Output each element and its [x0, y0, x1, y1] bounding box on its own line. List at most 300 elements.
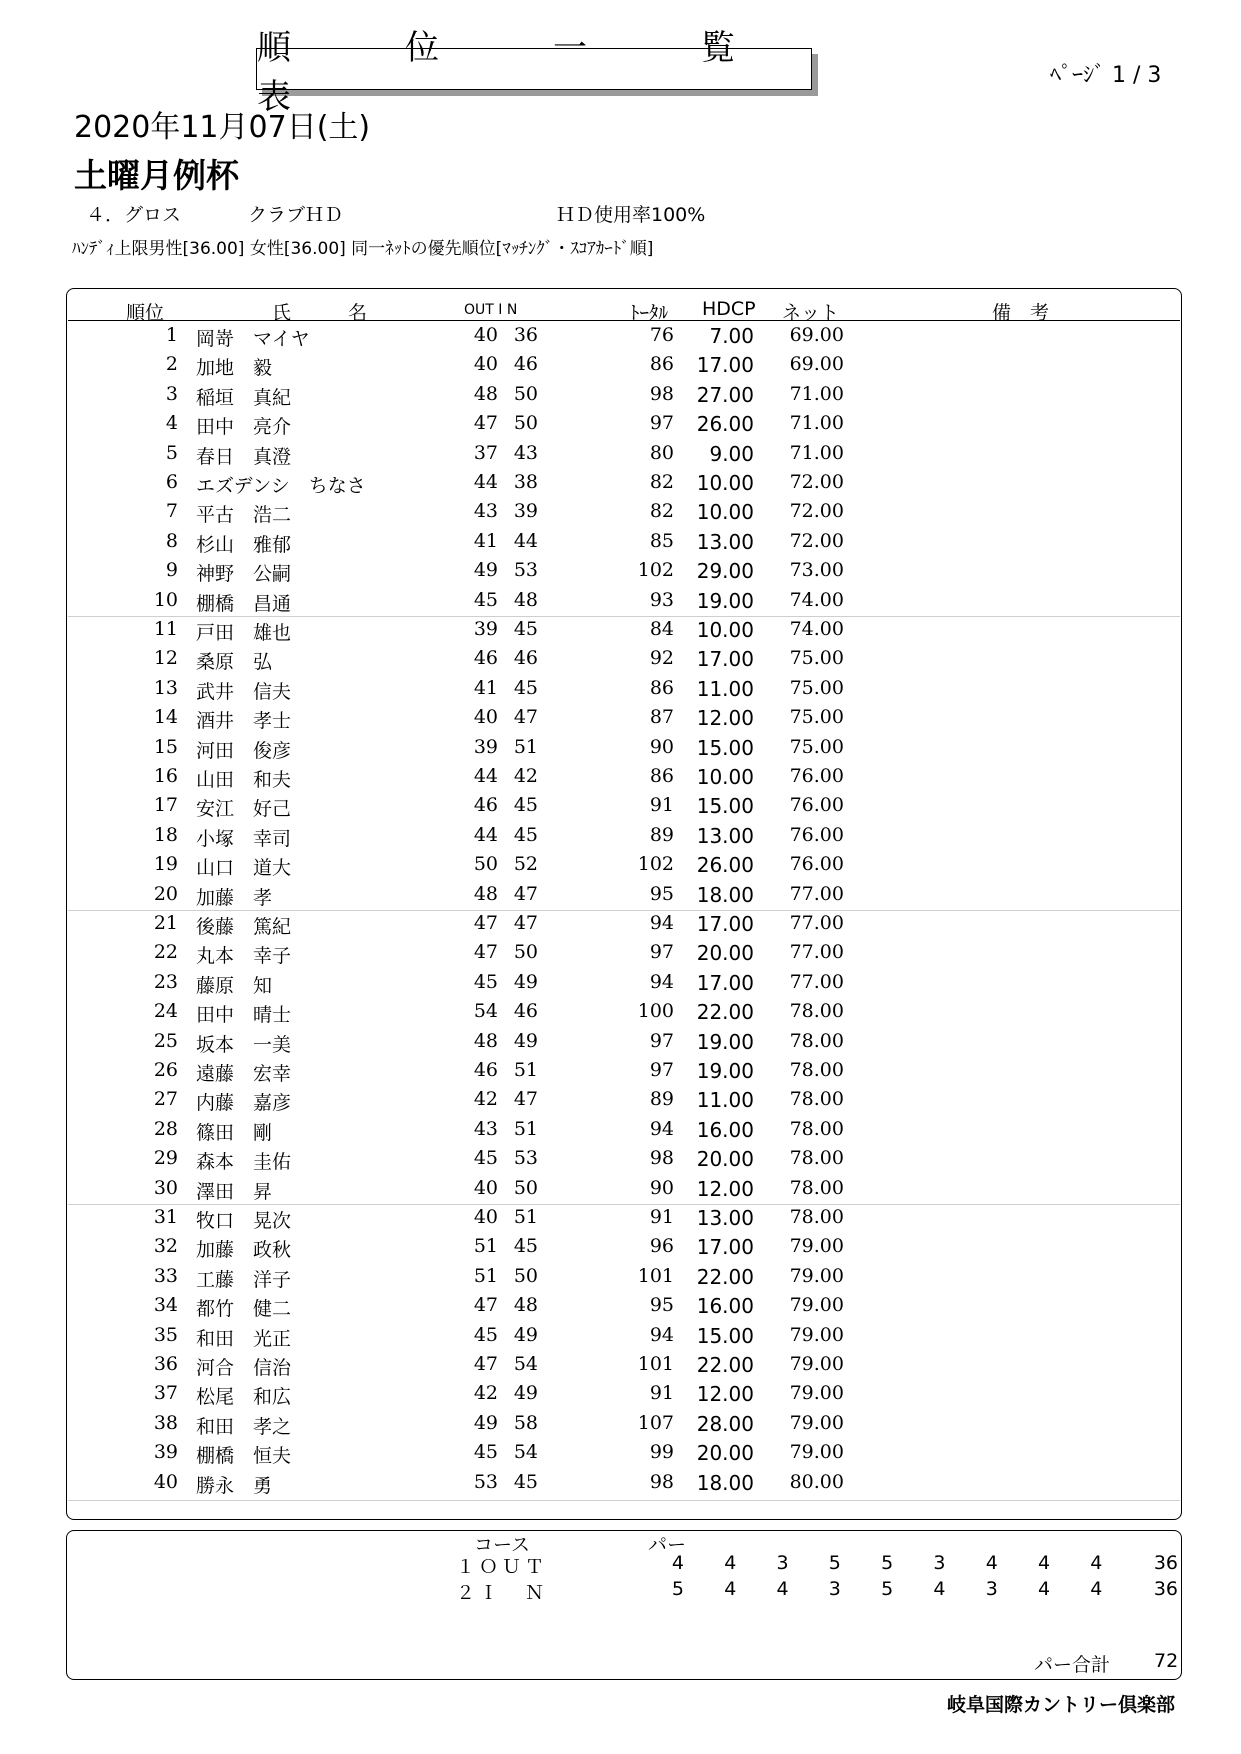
out-cell: 45 [473, 970, 498, 993]
name-cell: 小塚 幸司 [196, 827, 292, 850]
total-cell: 86 [649, 765, 674, 787]
net-cell: 72.00 [789, 500, 844, 523]
rank-cell: 29 [153, 1147, 178, 1170]
hdcp-cell: 15.00 [696, 794, 754, 819]
net-cell: 75.00 [789, 735, 844, 758]
table-row [0, 322, 1241, 351]
in-cell: 58 [513, 1411, 538, 1434]
total-cell: 90 [649, 735, 674, 758]
in-cell: 47 [513, 912, 538, 934]
total-cell: 85 [649, 529, 674, 552]
page-number: ﾍﾟｰｼﾞ 1 / 3 [1050, 63, 1162, 88]
table-row [0, 1380, 1241, 1409]
table-row [0, 704, 1241, 733]
net-cell: 73.00 [789, 559, 844, 582]
hole-par: 4 [671, 1552, 684, 1574]
table-row [0, 1086, 1241, 1115]
table-row [0, 1410, 1241, 1439]
total-cell: 96 [649, 1235, 674, 1258]
rank-cell: 26 [153, 1059, 178, 1081]
total-cell: 97 [649, 1059, 674, 1081]
name-cell: 田中 晴士 [196, 1004, 292, 1027]
net-cell: 74.00 [789, 618, 844, 640]
rank-cell: 39 [153, 1441, 178, 1464]
course-label: コース [474, 1534, 531, 1556]
format-label: ４．グロス [86, 204, 182, 226]
rank-cell: 14 [153, 706, 178, 729]
net-cell: 71.00 [789, 382, 844, 405]
total-cell: 93 [649, 588, 674, 611]
net-cell: 79.00 [789, 1323, 844, 1346]
rank-cell: 31 [153, 1206, 178, 1228]
hole-par: 4 [1038, 1552, 1051, 1574]
name-cell: 澤田 昇 [196, 1180, 273, 1203]
in-cell: 36 [513, 324, 538, 346]
rank-cell: 15 [153, 735, 178, 758]
hdcp-cell: 16.00 [696, 1294, 754, 1319]
rank-cell: 33 [153, 1264, 178, 1287]
table-row [0, 1351, 1241, 1380]
total-cell: 91 [649, 1382, 674, 1405]
hd-type-label: クラブＨＤ [248, 204, 344, 226]
net-cell: 71.00 [789, 412, 844, 435]
out-cell: 47 [473, 1294, 498, 1317]
hdcp-cell: 12.00 [696, 706, 754, 731]
hole-par: 3 [933, 1552, 946, 1574]
table-row [0, 1116, 1241, 1145]
total-cell: 97 [649, 1029, 674, 1052]
rank-cell: 12 [153, 647, 178, 670]
rank-cell: 37 [153, 1382, 178, 1405]
net-cell: 79.00 [789, 1441, 844, 1464]
table-row [0, 557, 1241, 586]
rank-cell: 24 [153, 1000, 178, 1023]
rank-cell: 32 [153, 1235, 178, 1258]
total-cell: 89 [649, 823, 674, 846]
col-net: ネット [782, 302, 840, 324]
table-row [0, 881, 1241, 910]
hdcp-cell: 26.00 [696, 412, 754, 437]
in-cell: 51 [513, 1117, 538, 1140]
net-cell: 78.00 [789, 1147, 844, 1170]
hole-par: 5 [828, 1552, 841, 1574]
net-cell: 78.00 [789, 1176, 844, 1199]
out-cell: 51 [473, 1264, 498, 1287]
rank-cell: 1 [165, 324, 178, 346]
rank-cell: 34 [153, 1294, 178, 1317]
total-cell: 97 [649, 412, 674, 435]
table-row [0, 1292, 1241, 1321]
net-cell: 79.00 [789, 1353, 844, 1375]
table-row [0, 734, 1241, 763]
table-row [0, 645, 1241, 674]
par-label: パー [648, 1534, 687, 1556]
header-divider [68, 320, 1180, 321]
in-cell: 49 [513, 1382, 538, 1405]
hdcp-cell: 10.00 [696, 500, 754, 525]
in-cell: 54 [513, 1441, 538, 1464]
total-cell: 94 [649, 912, 674, 934]
out-cell: 43 [473, 500, 498, 523]
in-cell: 45 [513, 794, 538, 817]
rank-cell: 20 [153, 882, 178, 905]
out-cell: 39 [473, 618, 498, 640]
name-cell: 神野 公嗣 [196, 563, 292, 586]
out-cell: 39 [473, 735, 498, 758]
table-row [0, 675, 1241, 704]
hole-par: 5 [881, 1552, 894, 1574]
total-cell: 76 [649, 324, 674, 346]
rank-cell: 23 [153, 970, 178, 993]
in-cell: 45 [513, 1235, 538, 1258]
in-cell: 52 [513, 853, 538, 876]
rank-cell: 38 [153, 1411, 178, 1434]
name-cell: 山田 和夫 [196, 769, 292, 791]
rank-cell: 36 [153, 1353, 178, 1375]
in-cell: 42 [513, 765, 538, 787]
table-row [0, 587, 1241, 616]
in-cell: 49 [513, 970, 538, 993]
title-box [256, 28, 849, 117]
name-cell: エズデンシ ちなさ [196, 475, 366, 497]
in-cell: 53 [513, 559, 538, 582]
rank-cell: 17 [153, 794, 178, 817]
total-cell: 80 [649, 441, 674, 464]
name-cell: 杉山 雅郁 [196, 533, 292, 556]
net-cell: 77.00 [789, 882, 844, 905]
rank-cell: 28 [153, 1117, 178, 1140]
hdcp-cell: 18.00 [696, 882, 754, 907]
total-cell: 101 [637, 1353, 674, 1375]
rank-cell: 3 [165, 382, 178, 405]
name-cell: 坂本 一美 [196, 1033, 292, 1056]
hole-par: 4 [724, 1552, 737, 1574]
table-row [0, 1322, 1241, 1351]
name-cell: 酒井 孝士 [196, 710, 292, 733]
hdcp-cell: 19.00 [696, 588, 754, 613]
hole-par: 4 [933, 1578, 946, 1600]
net-cell: 78.00 [789, 1000, 844, 1023]
name-cell: 加藤 政秋 [196, 1239, 292, 1262]
in-cell: 48 [513, 588, 538, 611]
total-cell: 82 [649, 471, 674, 493]
out-cell: 41 [473, 676, 498, 699]
rank-cell: 25 [153, 1029, 178, 1052]
in-cell: 54 [513, 1353, 538, 1375]
out-cell: 40 [473, 1206, 498, 1228]
in-cell: 51 [513, 1059, 538, 1081]
table-row [0, 528, 1241, 557]
in-cell: 50 [513, 1176, 538, 1199]
hole-par: 4 [724, 1578, 737, 1600]
table-row [0, 939, 1241, 968]
hdcp-cell: 20.00 [696, 1147, 754, 1172]
in-cell: 45 [513, 676, 538, 699]
name-cell: 都竹 健二 [196, 1298, 292, 1321]
table-row [0, 1145, 1241, 1174]
net-cell: 74.00 [789, 588, 844, 611]
par-total-label: パー合計 [1034, 1654, 1111, 1676]
out-cell: 46 [473, 794, 498, 817]
table-row [0, 381, 1241, 410]
table-row [0, 1175, 1241, 1204]
hdcp-cell: 7.00 [709, 324, 754, 348]
net-cell: 78.00 [789, 1088, 844, 1111]
out-cell: 49 [473, 1411, 498, 1434]
net-cell: 79.00 [789, 1411, 844, 1434]
hdcp-cell: 13.00 [696, 1206, 754, 1230]
page-title: 順 位 一 覧 表 [257, 28, 849, 117]
total-cell: 84 [649, 618, 674, 640]
in-cell: 50 [513, 412, 538, 435]
name-cell: 棚橋 恒夫 [196, 1445, 292, 1468]
net-cell: 79.00 [789, 1382, 844, 1405]
hole-par: 5 [881, 1578, 894, 1600]
net-cell: 80.00 [789, 1470, 844, 1493]
out-cell: 46 [473, 647, 498, 670]
hdcp-cell: 13.00 [696, 529, 754, 554]
hdcp-cell: 12.00 [696, 1176, 754, 1201]
out-cell: 49 [473, 559, 498, 582]
half-par-total: 36 [1153, 1578, 1178, 1600]
name-cell: 加藤 孝 [196, 886, 273, 909]
out-cell: 47 [473, 1353, 498, 1375]
out-cell: 40 [473, 324, 498, 346]
hdcp-cell: 13.00 [696, 823, 754, 848]
table-row [0, 616, 1241, 645]
total-cell: 95 [649, 882, 674, 905]
total-cell: 90 [649, 1176, 674, 1199]
net-cell: 77.00 [789, 970, 844, 993]
net-cell: 76.00 [789, 765, 844, 787]
net-cell: 78.00 [789, 1059, 844, 1081]
rank-cell: 11 [153, 618, 178, 640]
out-cell: 40 [473, 353, 498, 376]
table-row [0, 1028, 1241, 1057]
rank-cell: 16 [153, 765, 178, 787]
hdcp-cell: 19.00 [696, 1029, 754, 1054]
in-cell: 50 [513, 382, 538, 405]
in-cell: 45 [513, 823, 538, 846]
out-cell: 45 [473, 1441, 498, 1464]
rank-cell: 4 [165, 412, 178, 435]
out-cell: 40 [473, 1176, 498, 1199]
hole-par: 3 [828, 1578, 841, 1600]
rank-cell: 7 [165, 500, 178, 523]
total-cell: 94 [649, 1117, 674, 1140]
in-cell: 48 [513, 1294, 538, 1317]
hdcp-cell: 10.00 [696, 618, 754, 642]
name-cell: 後藤 篤紀 [196, 916, 292, 938]
out-cell: 50 [473, 853, 498, 876]
out-cell: 40 [473, 706, 498, 729]
col-rank: 順位 [126, 302, 165, 324]
hdcp-cell: 19.00 [696, 1059, 754, 1083]
table-row [0, 763, 1241, 792]
total-cell: 98 [649, 1470, 674, 1493]
net-cell: 69.00 [789, 353, 844, 376]
table-row [0, 1439, 1241, 1468]
rank-cell: 27 [153, 1088, 178, 1111]
total-cell: 102 [637, 559, 674, 582]
net-cell: 69.00 [789, 324, 844, 346]
out-cell: 46 [473, 1059, 498, 1081]
net-cell: 77.00 [789, 912, 844, 934]
hdcp-cell: 10.00 [696, 471, 754, 495]
rank-cell: 5 [165, 441, 178, 464]
col-remarks: 備 考 [992, 302, 1050, 324]
total-cell: 100 [637, 1000, 674, 1023]
out-cell: 37 [473, 441, 498, 464]
out-cell: 42 [473, 1088, 498, 1111]
out-cell: 44 [473, 471, 498, 493]
event-date: 2020年11月07日(土) [74, 110, 371, 145]
rank-cell: 30 [153, 1176, 178, 1199]
table-row [0, 1057, 1241, 1086]
total-cell: 87 [649, 706, 674, 729]
hdcp-cell: 20.00 [696, 1441, 754, 1466]
table-row [0, 351, 1241, 380]
name-cell: 田中 亮介 [196, 416, 292, 439]
table-row [0, 469, 1241, 498]
net-cell: 76.00 [789, 823, 844, 846]
in-cell: 43 [513, 441, 538, 464]
net-cell: 78.00 [789, 1117, 844, 1140]
hdcp-cell: 17.00 [696, 353, 754, 378]
name-cell: 丸本 幸子 [196, 945, 292, 968]
hole-par: 3 [985, 1578, 998, 1600]
total-cell: 91 [649, 794, 674, 817]
out-cell: 43 [473, 1117, 498, 1140]
hole-par: 4 [1090, 1578, 1103, 1600]
net-cell: 75.00 [789, 676, 844, 699]
net-cell: 77.00 [789, 941, 844, 964]
rank-cell: 6 [165, 471, 178, 493]
total-cell: 107 [637, 1411, 674, 1434]
hdcp-cell: 26.00 [696, 853, 754, 878]
in-cell: 46 [513, 1000, 538, 1023]
event-name: 土曜月例杯 [74, 156, 239, 195]
in-cell: 47 [513, 706, 538, 729]
table-row [0, 1233, 1241, 1262]
hole-par: 4 [1090, 1552, 1103, 1574]
net-cell: 76.00 [789, 794, 844, 817]
half-par-total: 36 [1153, 1552, 1178, 1574]
name-cell: 内藤 嘉彦 [196, 1092, 292, 1115]
name-cell: 和田 孝之 [196, 1415, 292, 1438]
handicap-rules: ﾊﾝﾃﾞｨ上限男性[36.00] 女性[36.00] 同一ﾈｯﾄの優先順位[ﾏｯﾁﾝｸﾞ・ｽｺｱｶｰﾄﾞ順] [72, 239, 654, 259]
in-cell: 49 [513, 1029, 538, 1052]
total-cell: 101 [637, 1264, 674, 1287]
in-cell: 50 [513, 1264, 538, 1287]
in-cell: 47 [513, 882, 538, 905]
hdcp-cell: 11.00 [696, 676, 754, 701]
rank-cell: 22 [153, 941, 178, 964]
col-hdcp: HDCP [702, 298, 756, 320]
table-row [0, 1263, 1241, 1292]
hdcp-cell: 12.00 [696, 1382, 754, 1407]
hdcp-cell: 10.00 [696, 765, 754, 789]
name-cell: 武井 信夫 [196, 680, 292, 703]
in-cell: 47 [513, 1088, 538, 1111]
hole-par: 3 [776, 1552, 789, 1574]
hdcp-cell: 11.00 [696, 1088, 754, 1113]
table-row [0, 851, 1241, 880]
col-out-in: OUT I N [464, 302, 518, 318]
out-cell: 47 [473, 912, 498, 934]
total-cell: 102 [637, 853, 674, 876]
hdcp-cell: 29.00 [696, 559, 754, 584]
hdcp-cell: 17.00 [696, 970, 754, 995]
net-cell: 78.00 [789, 1029, 844, 1052]
table-row [0, 910, 1241, 939]
par-total-value: 72 [1154, 1650, 1179, 1672]
club-name: 岐阜国際カントリー倶楽部 [946, 1694, 1175, 1716]
out-cell: 44 [473, 765, 498, 787]
rank-cell: 9 [165, 559, 178, 582]
name-cell: 篠田 剛 [196, 1121, 273, 1144]
table-row [0, 440, 1241, 469]
hole-par: 4 [776, 1578, 789, 1600]
name-cell: 松尾 和広 [196, 1386, 292, 1409]
name-cell: 春日 真澄 [196, 445, 292, 468]
hole-par: 5 [671, 1578, 684, 1600]
name-cell: 山口 道大 [196, 857, 292, 880]
hdcp-cell: 22.00 [696, 1264, 754, 1289]
table-row [0, 969, 1241, 998]
total-cell: 86 [649, 676, 674, 699]
in-cell: 45 [513, 618, 538, 640]
name-cell: 和田 光正 [196, 1327, 292, 1350]
name-cell: 藤原 知 [196, 974, 273, 997]
name-cell: 工藤 洋子 [196, 1268, 292, 1291]
in-cell: 44 [513, 529, 538, 552]
name-cell: 河合 信治 [196, 1357, 292, 1379]
out-cell: 48 [473, 382, 498, 405]
rank-cell: 18 [153, 823, 178, 846]
net-cell: 79.00 [789, 1294, 844, 1317]
col-total: ﾄｰﾀﾙ [630, 302, 669, 324]
hdcp-cell: 15.00 [696, 735, 754, 760]
hdcp-cell: 22.00 [696, 1000, 754, 1025]
out-cell: 45 [473, 1147, 498, 1170]
name-cell: 平古 浩二 [196, 504, 292, 527]
table-row [0, 1204, 1241, 1233]
rank-cell: 2 [165, 353, 178, 376]
in-cell: 38 [513, 471, 538, 493]
hdcp-cell: 18.00 [696, 1470, 754, 1495]
hdcp-cell: 28.00 [696, 1411, 754, 1436]
out-cell: 48 [473, 882, 498, 905]
rank-cell: 8 [165, 529, 178, 552]
name-cell: 岡嵜 マイヤ [196, 328, 310, 350]
hd-rate-label: ＨＤ使用率100% [556, 204, 706, 226]
rank-cell: 13 [153, 676, 178, 699]
table-end-divider [68, 1500, 1180, 1501]
net-cell: 75.00 [789, 647, 844, 670]
name-cell: 桑原 弘 [196, 651, 273, 674]
table-row [0, 1469, 1241, 1498]
name-cell: 森本 圭佑 [196, 1151, 292, 1174]
out-cell: 54 [473, 1000, 498, 1023]
hdcp-cell: 9.00 [709, 441, 754, 466]
name-cell: 河田 俊彦 [196, 739, 292, 762]
in-cell: 53 [513, 1147, 538, 1170]
net-cell: 75.00 [789, 706, 844, 729]
in-cell: 51 [513, 735, 538, 758]
out-cell: 47 [473, 941, 498, 964]
out-cell: 44 [473, 823, 498, 846]
